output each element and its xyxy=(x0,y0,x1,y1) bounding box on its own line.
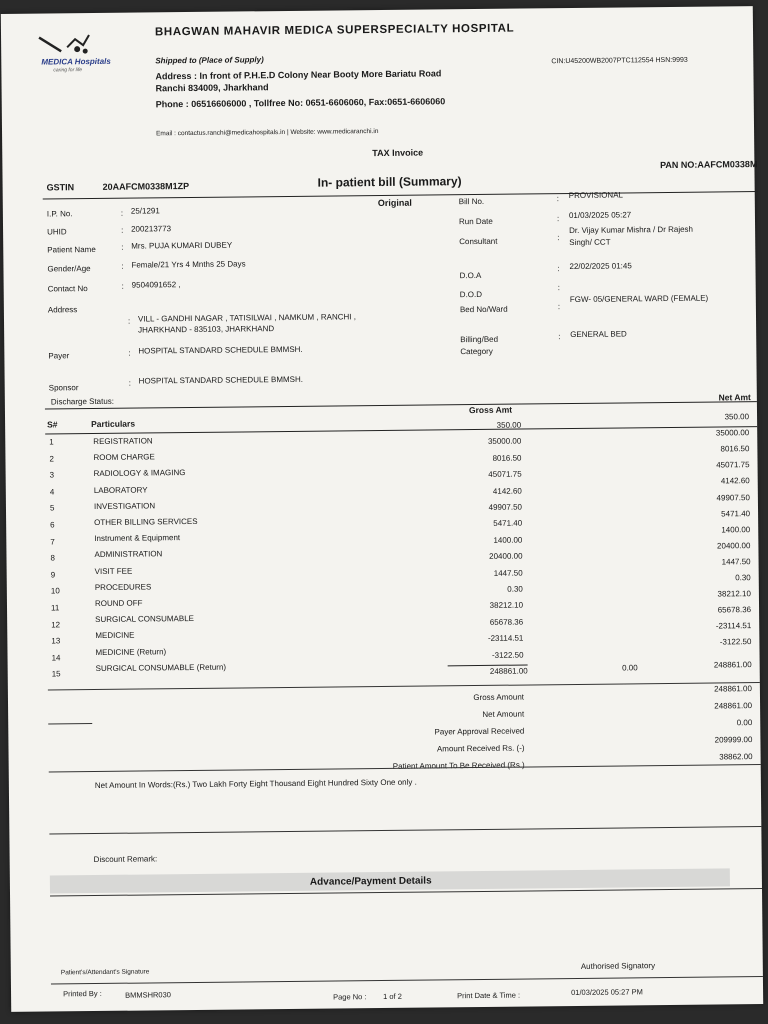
summary-value: 0.00 xyxy=(736,718,753,728)
row-gross: -23114.51 xyxy=(487,633,524,644)
row-gross: 1447.50 xyxy=(493,568,523,578)
consultant-value-2: Singh/ CCT xyxy=(569,237,611,248)
row-sn: 7 xyxy=(50,537,55,547)
row-net: 49907.50 xyxy=(716,492,750,502)
summary-label: Payer Approval Received xyxy=(434,726,525,737)
gstin-label: GSTIN xyxy=(46,182,75,193)
summary-value: 248861.00 xyxy=(714,701,753,711)
colon: : xyxy=(121,242,124,252)
billing-bed-value: GENERAL BED xyxy=(570,329,627,340)
colon: : xyxy=(556,194,560,204)
row-net: 38212.10 xyxy=(717,589,751,599)
col-net: Net Amt xyxy=(718,392,751,403)
row-gross: 0.30 xyxy=(507,584,523,594)
row-net: 1447.50 xyxy=(721,557,751,567)
row-net: 0.30 xyxy=(735,573,751,583)
uhid-label: UHID xyxy=(47,227,67,237)
row-net: 8016.50 xyxy=(720,444,750,454)
row-net: 4142.60 xyxy=(720,476,750,486)
bed-ward-value: FGW- 05/GENERAL WARD (FEMALE) xyxy=(569,293,709,305)
discharge-status: Discharge Status: xyxy=(50,396,115,407)
col-particulars: Particulars xyxy=(91,418,136,430)
address-label: Address xyxy=(47,305,78,315)
consultant-value-1: Dr. Vijay Kumar Mishra / Dr Rajesh xyxy=(569,224,694,236)
print-datetime: 01/03/2025 05:27 PM xyxy=(571,987,643,998)
row-sn: 5 xyxy=(49,503,55,513)
colon: : xyxy=(121,225,124,235)
payer-label: Payer xyxy=(48,351,70,361)
row-particular: VISIT FEE xyxy=(94,566,133,576)
row-sn: 14 xyxy=(51,653,61,663)
row-gross: 1400.00 xyxy=(493,535,523,545)
gstin-value: 20AAFCM0338M1ZP xyxy=(102,181,190,192)
cin-hsn: CIN:U45200WB2007PTC112554 HSN:9993 xyxy=(551,56,688,66)
row-particular: ROOM CHARGE xyxy=(93,452,155,463)
row-sn: 8 xyxy=(50,553,55,563)
advance-title: Advance/Payment Details xyxy=(309,875,432,888)
address-line-2: JHARKHAND - 835103, JHARKHAND xyxy=(138,324,275,335)
patient-signature-label: Patient's/Attendant's Signature xyxy=(60,968,150,977)
page-number: 1 of 2 xyxy=(383,991,402,1002)
sponsor-label: Sponsor xyxy=(48,383,79,393)
colon: : xyxy=(556,214,560,224)
summary-label: Patient Amount To Be Received (Rs.) xyxy=(392,760,525,771)
colon: : xyxy=(557,302,561,312)
colon: : xyxy=(128,378,131,388)
billing-bed-label: Billing/Bed xyxy=(460,334,499,345)
row-sn: 2 xyxy=(49,454,54,464)
hospital-email: Email : contactus.ranchi@medicahospitals.in | Website: www.medicaranchi.in xyxy=(156,128,379,138)
sponsor-value: HOSPITAL STANDARD SCHEDULE BMMSH. xyxy=(138,374,304,386)
row-sn: 4 xyxy=(49,487,55,497)
row-net: 65678.36 xyxy=(717,605,752,615)
colon: : xyxy=(557,283,560,293)
amount-in-words: Net Amount In Words:(Rs.) Two Lakh Forty Eight Thousand Eight Hundred Sixty One only . xyxy=(94,777,417,791)
doa-label: D.O.A xyxy=(459,270,482,281)
row-gross: -3122.50 xyxy=(491,650,524,660)
patient-name-value: Mrs. PUJA KUMARI DUBEY xyxy=(131,240,233,251)
doc-type: TAX Invoice xyxy=(372,147,424,159)
printed-by-label: Printed By : xyxy=(63,988,102,999)
run-date-label: Run Date xyxy=(458,216,493,227)
row-gross: 4142.60 xyxy=(492,486,522,496)
row-net: 45071.75 xyxy=(716,460,750,470)
row-gross: 45071.75 xyxy=(488,469,522,480)
colon: : xyxy=(127,316,131,326)
table-header xyxy=(45,392,757,434)
category-label: Category xyxy=(460,346,493,357)
pan-number: PAN NO:AAFCM0338M xyxy=(660,159,758,171)
row-gross: 38212.10 xyxy=(489,600,524,611)
contact-value: 9504091652 , xyxy=(131,280,181,290)
row-gross: 8016.50 xyxy=(492,453,522,463)
run-date-value: 01/03/2025 05:27 xyxy=(568,210,632,221)
row-sn: 13 xyxy=(51,636,61,646)
total-discount: 0.00 xyxy=(622,663,638,673)
consultant-label: Consultant xyxy=(459,236,498,247)
row-sn: 11 xyxy=(50,603,60,613)
row-particular: Instrument & Equipment xyxy=(94,533,181,544)
row-particular: SURGICAL CONSUMABLE xyxy=(95,614,195,625)
total-gross: 248861.00 xyxy=(489,666,528,676)
gstin-row xyxy=(43,159,758,199)
hospital-phone: Phone : 06516606000 , Tollfree No: 0651-6606060, Fax:0651-6606060 xyxy=(155,96,446,110)
patient-name-label: Patient Name xyxy=(47,244,96,255)
row-net: 20400.00 xyxy=(716,540,751,551)
uhid-value: 200213773 xyxy=(131,224,172,234)
divider xyxy=(48,682,760,690)
bill-title: In- patient bill (Summary) xyxy=(317,174,462,190)
logo-name: MEDICA Hospitals xyxy=(41,56,111,67)
colon: : xyxy=(558,332,561,342)
row-particular: LABORATORY xyxy=(93,485,148,495)
row-particular: ADMINISTRATION xyxy=(94,549,163,560)
hospital-name: BHAGWAN MAHAVIR MEDICA SUPERSPECIALTY HOSPITAL xyxy=(154,22,515,39)
colon: : xyxy=(557,233,560,243)
ip-no-value: 25/1291 xyxy=(130,206,160,216)
bill-no-value: PROVISIONAL xyxy=(568,190,624,201)
row-net: -3122.50 xyxy=(719,637,752,647)
row-sn: 6 xyxy=(50,520,55,530)
row-gross: 49907.50 xyxy=(488,502,523,512)
divider xyxy=(49,826,761,834)
dod-label: D.O.D xyxy=(459,289,483,300)
summary-label: Amount Received Rs. (-) xyxy=(436,743,525,754)
address-line-1: VILL - GANDHI NAGAR , TATISILWAI , NAMKUM , RANCHI , xyxy=(137,312,356,324)
summary-label: Net Amount xyxy=(482,709,525,719)
row-sn: 10 xyxy=(50,586,60,596)
contact-label: Contact No xyxy=(47,284,88,294)
row-gross: 350.00 xyxy=(496,420,522,430)
row-particular: INVESTIGATION xyxy=(93,501,156,511)
row-particular: MEDICINE xyxy=(95,630,135,641)
hospital-address: Address : In front of P.H.E.D Colony Near Booty More Bariatu Road Ranchi 834009, Jharkhand xyxy=(155,68,442,94)
colon: : xyxy=(557,264,560,274)
row-sn: 15 xyxy=(51,669,61,679)
doa-value: 22/02/2025 01:45 xyxy=(569,261,632,272)
row-sn: 3 xyxy=(49,470,55,480)
row-particular: PROCEDURES xyxy=(94,582,152,592)
print-datetime-label: Print Date & Time : xyxy=(457,990,521,1001)
summary-value: 38862.00 xyxy=(719,752,753,762)
gender-age-label: Gender/Age xyxy=(47,264,91,274)
discount-remark: Discount Remark: xyxy=(93,854,158,865)
row-net: 1400.00 xyxy=(721,524,751,535)
row-gross: 5471.40 xyxy=(493,518,523,529)
row-particular: RADIOLOGY & IMAGING xyxy=(93,468,186,479)
row-sn: 1 xyxy=(49,437,54,447)
authorised-signatory: Authorised Signatory xyxy=(580,961,656,971)
row-particular: OTHER BILLING SERVICES xyxy=(94,516,198,528)
shipped-to: Shipped to (Place of Supply) xyxy=(155,55,264,66)
gender-age-value: Female/21 Yrs 4 Mnths 25 Days xyxy=(131,259,246,270)
printed-by: BMMSHR030 xyxy=(125,990,171,1000)
bed-ward-label: Bed No/Ward xyxy=(459,304,508,315)
original-mark: Original xyxy=(377,197,412,209)
colon: : xyxy=(120,208,124,218)
row-net: 35000.00 xyxy=(715,428,750,438)
colon: : xyxy=(121,261,124,271)
row-net: -23114.51 xyxy=(715,621,752,631)
divider xyxy=(48,723,92,724)
summary-value: 209999.00 xyxy=(714,735,753,745)
total-net: 248861.00 xyxy=(713,660,752,670)
row-net: 5471.40 xyxy=(721,508,751,519)
colon: : xyxy=(128,348,131,358)
bill-sheet xyxy=(1,6,763,1012)
summary-value: 248861.00 xyxy=(714,684,752,694)
divider xyxy=(51,976,763,984)
col-sn: S# xyxy=(47,419,58,430)
col-gross: Gross Amt xyxy=(468,404,513,416)
row-net: 350.00 xyxy=(724,412,750,422)
row-gross: 35000.00 xyxy=(487,436,522,447)
row-gross: 65678.36 xyxy=(489,617,524,627)
row-particular: MEDICINE (Return) xyxy=(95,646,167,657)
payer-value: HOSPITAL STANDARD SCHEDULE BMMSH. xyxy=(138,344,303,356)
ip-no-label: I.P. No. xyxy=(46,209,73,219)
row-sn: 9 xyxy=(50,570,56,580)
row-particular: ROUND OFF xyxy=(94,598,143,609)
page-label: Page No : xyxy=(333,992,367,1002)
row-particular: SURGICAL CONSUMABLE (Return) xyxy=(95,662,227,673)
row-particular: REGISTRATION xyxy=(93,436,153,447)
colon: : xyxy=(121,281,124,291)
logo-tagline: caring for life xyxy=(53,67,83,74)
bill-no-label: Bill No. xyxy=(458,196,485,207)
row-sn: 12 xyxy=(51,619,61,630)
row-gross: 20400.00 xyxy=(489,551,523,562)
summary-label: Gross Amount xyxy=(473,692,525,703)
